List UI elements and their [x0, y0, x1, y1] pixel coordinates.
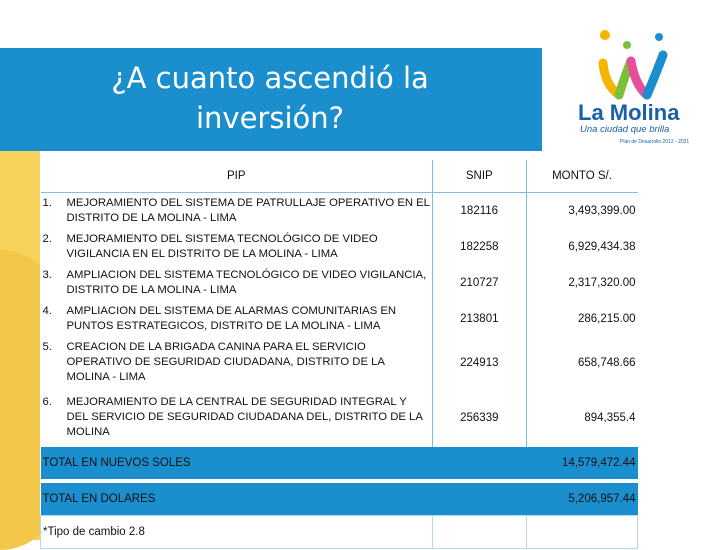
row-number: 4. — [42, 304, 52, 317]
investment-table — [40, 160, 638, 549]
row-number: 6. — [42, 396, 52, 408]
row-snip: 224913 — [433, 337, 526, 389]
row-snip: 256339 — [433, 389, 526, 447]
row-number: 2. — [42, 232, 52, 245]
total-dolares-label: TOTAL EN DOLARES — [41, 483, 527, 516]
table-row — [41, 301, 638, 337]
logo-plan: Plan de Desarrollo 2012 - 2021 — [620, 139, 690, 145]
total-dolares-value: 5,206,957.44 — [526, 483, 637, 516]
logo-name: La Molina — [578, 100, 680, 125]
row-snip: 213801 — [433, 301, 526, 337]
row-monto: 2,317,320.00 — [526, 265, 637, 301]
row-number: 3. — [42, 268, 52, 281]
row-snip: 182116 — [433, 193, 526, 229]
footnote-row — [41, 515, 638, 548]
row-pip: CREACION DE LA BRIGADA CANINA PARA EL SERVICIO OPERATIVO DE SEGURIDAD CIUDADANA, DISTRITO DE LA MOLINA - LIMA — [66, 341, 385, 383]
table-row — [41, 229, 638, 265]
total-soles-row — [41, 447, 638, 479]
row-monto: 6,929,434.38 — [526, 229, 637, 265]
logo-tagline: Una ciudad que brilla — [580, 124, 670, 135]
header-snip: SNIP — [433, 160, 526, 193]
header-monto: MONTO S/. — [526, 160, 637, 193]
row-snip: 210727 — [433, 265, 526, 301]
row-monto: 286,215.00 — [526, 301, 637, 337]
total-soles-label: TOTAL EN NUEVOS SOLES — [41, 447, 527, 479]
row-pip: MEJORAMIENTO DE LA CENTRAL DE SEGURIDAD INTEGRAL Y DEL SERVICIO DE SEGURIDAD CIUDADANA DEL, DISTRITO DE LA MOLINA — [66, 396, 423, 438]
table-row — [41, 337, 638, 389]
slide-title: ¿A cuanto ascendió la inversión? — [111, 61, 429, 135]
row-monto: 3,493,399.00 — [526, 193, 637, 229]
row-number: 5. — [42, 341, 52, 353]
row-pip: MEJORAMIENTO DEL SISTEMA TECNOLÓGICO DE VIDEO VIGILANCIA EN EL DISTRITO DE LA MOLINA - LIMA — [66, 232, 378, 260]
row-snip: 182258 — [433, 229, 526, 265]
table-header-row — [41, 160, 638, 193]
header-pip: PIP — [41, 160, 433, 193]
table-row — [41, 193, 638, 229]
row-pip: AMPLIACION DEL SISTEMA TECNOLÓGICO DE VIDEO VIGILANCIA, DISTRITO DE LA MOLINA - LIMA — [66, 268, 427, 296]
row-monto: 894,355.4 — [526, 389, 637, 447]
table-row — [41, 265, 638, 301]
row-monto: 658,748.66 — [526, 337, 637, 389]
footnote: *Tipo de cambio 2.8 — [41, 515, 433, 548]
row-pip: MEJORAMIENTO DEL SISTEMA DE PATRULLAJE OPERATIVO EN EL DISTRITO DE LA MOLINA - LIMA — [66, 196, 430, 224]
total-soles-value: 14,579,472.44 — [526, 447, 637, 479]
row-number: 1. — [42, 196, 52, 209]
total-dolares-row — [41, 483, 638, 516]
table-row — [41, 389, 638, 447]
row-pip: AMPLIACION DEL SISTEMA DE ALARMAS COMUNITARIAS EN PUNTOS ESTRATEGICOS, DISTRITO DE LA MOLINA - LIMA — [66, 304, 397, 332]
